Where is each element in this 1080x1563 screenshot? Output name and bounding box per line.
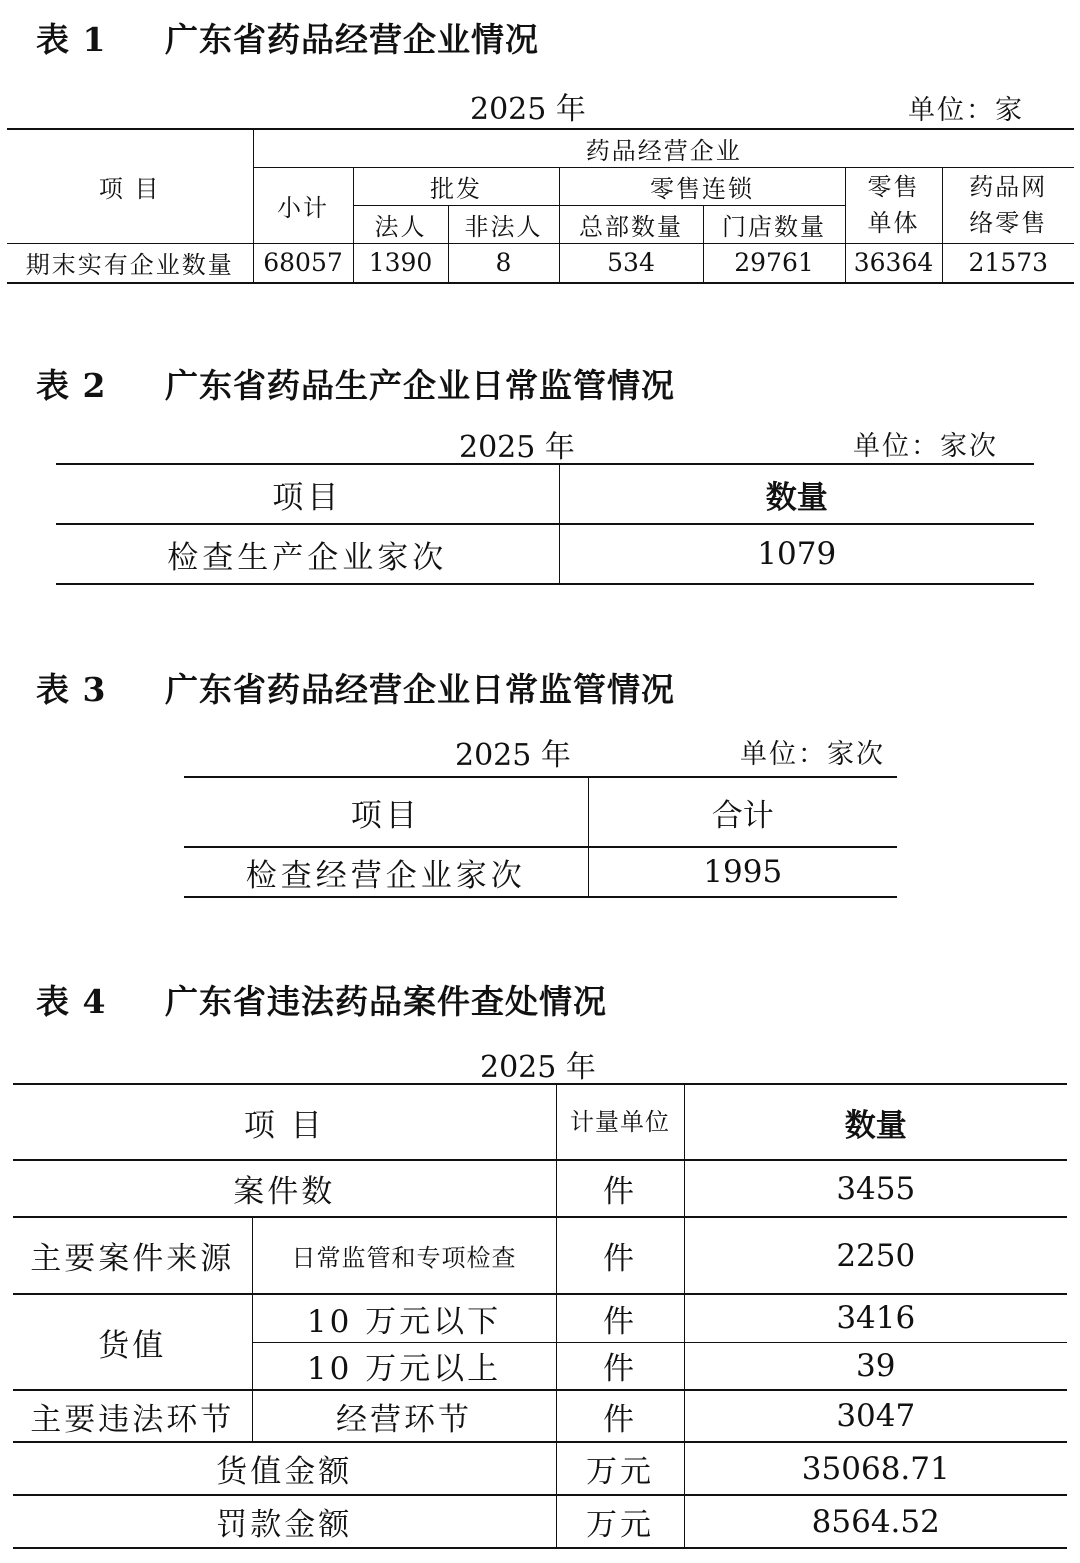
t1-cell-online: 21573 xyxy=(942,243,1074,283)
t1-header-online xyxy=(942,167,1074,243)
t4-header-value: 数量 xyxy=(684,1084,1067,1160)
t2-header-item: 项目 xyxy=(56,464,559,524)
table2-label: 表 2 xyxy=(36,366,107,405)
t1-cell-chain-hq: 534 xyxy=(559,243,703,283)
table-row xyxy=(13,1495,1067,1548)
t4-fine-label: 罚款金额 xyxy=(13,1495,556,1548)
table1-year: 2025 年 xyxy=(470,92,586,127)
t1-header-chain-stores: 门店数量 xyxy=(703,205,845,243)
t2-row-value: 1079 xyxy=(559,524,1034,584)
table4 xyxy=(13,1083,1067,1549)
t4-cases-unit: 件 xyxy=(556,1160,684,1217)
t1-row-label: 期末实有企业数量 xyxy=(7,243,253,283)
t1-cell-retail-single: 36364 xyxy=(845,243,942,283)
t1-cell-chain-stores: 29761 xyxy=(703,243,845,283)
table3 xyxy=(184,776,897,898)
table3-heading xyxy=(36,664,675,711)
t4-stage-label: 主要违法环节 xyxy=(13,1390,252,1442)
table3-label: 表 3 xyxy=(36,670,107,709)
t1-cell-subtotal: 68057 xyxy=(253,243,353,283)
table1-heading xyxy=(36,14,539,61)
t4-stage-value: 3047 xyxy=(684,1390,1067,1442)
t4-cases-value: 3455 xyxy=(684,1160,1067,1217)
t3-row-value: 1995 xyxy=(588,847,897,897)
table-row xyxy=(13,1442,1067,1495)
t3-header-value: 合计 xyxy=(588,777,897,847)
t1-cell-wholesale-nonlegal: 8 xyxy=(448,243,559,283)
table1 xyxy=(7,128,1074,284)
table-row xyxy=(13,1390,1067,1442)
t1-header-retail-single-line1: 零售 xyxy=(867,173,920,201)
table4-heading xyxy=(36,976,607,1023)
t1-header-retail-single xyxy=(845,167,942,243)
t1-header-wholesale: 批发 xyxy=(353,167,559,205)
t3-row-label: 检查经营企业家次 xyxy=(184,847,588,897)
table-row xyxy=(13,1217,1067,1294)
table1-title: 广东省药品经营企业情况 xyxy=(164,20,539,59)
t4-value-below: 10 万元以下 xyxy=(252,1294,556,1342)
t1-header-retail-single-line2: 单体 xyxy=(867,209,920,237)
table4-title: 广东省违法药品案件查处情况 xyxy=(164,982,607,1021)
t2-row-label: 检查生产企业家次 xyxy=(56,524,559,584)
table-row xyxy=(7,243,1074,283)
t3-header-item: 项目 xyxy=(184,777,588,847)
table3-unit: 单位：家次 xyxy=(740,739,885,770)
t4-source-sub: 日常监管和专项检查 xyxy=(252,1217,556,1294)
t4-fine-value: 8564.52 xyxy=(684,1495,1067,1548)
t4-source-unit: 件 xyxy=(556,1217,684,1294)
t4-value-below-unit: 件 xyxy=(556,1294,684,1342)
table3-title: 广东省药品经营企业日常监管情况 xyxy=(164,670,675,709)
t4-value-below-count: 3416 xyxy=(684,1294,1067,1342)
table4-year: 2025 年 xyxy=(480,1050,596,1085)
t1-header-wholesale-nonlegal: 非法人 xyxy=(448,205,559,243)
t1-cell-wholesale-legal: 1390 xyxy=(353,243,448,283)
t1-header-online-line2: 络零售 xyxy=(969,209,1048,237)
t4-value-label: 货值 xyxy=(13,1294,252,1390)
table-row xyxy=(184,847,897,897)
t4-source-value: 2250 xyxy=(684,1217,1067,1294)
table4-label: 表 4 xyxy=(36,982,107,1021)
t1-header-chain: 零售连锁 xyxy=(559,167,845,205)
t1-header-chain-hq: 总部数量 xyxy=(559,205,703,243)
table2-heading xyxy=(36,360,675,407)
t4-value-above: 10 万元以上 xyxy=(252,1342,556,1390)
t4-stage-sub: 经营环节 xyxy=(252,1390,556,1442)
t1-header-group: 药品经营企业 xyxy=(253,129,1074,167)
table-row xyxy=(13,1160,1067,1217)
table2-unit: 单位：家次 xyxy=(853,431,998,462)
t4-value-above-count: 39 xyxy=(684,1342,1067,1390)
t4-amount-label: 货值金额 xyxy=(13,1442,556,1495)
t2-header-value: 数量 xyxy=(559,464,1034,524)
table2-year: 2025 年 xyxy=(459,430,575,465)
t1-header-online-line1: 药品网 xyxy=(969,173,1048,201)
t4-amount-value: 35068.71 xyxy=(684,1442,1067,1495)
table2-title: 广东省药品生产企业日常监管情况 xyxy=(164,366,675,405)
t4-amount-unit: 万元 xyxy=(556,1442,684,1495)
t1-header-subtotal: 小计 xyxy=(253,167,353,243)
t4-stage-unit: 件 xyxy=(556,1390,684,1442)
table-row xyxy=(56,524,1034,584)
t4-header-unit: 计量单位 xyxy=(556,1084,684,1160)
t4-cases-label: 案件数 xyxy=(13,1160,556,1217)
table2 xyxy=(56,463,1034,585)
table1-label: 表 1 xyxy=(36,20,107,59)
t4-source-label: 主要案件来源 xyxy=(13,1217,252,1294)
t4-fine-unit: 万元 xyxy=(556,1495,684,1548)
t1-header-wholesale-legal: 法人 xyxy=(353,205,448,243)
table-row xyxy=(13,1294,1067,1342)
t4-header-item: 项 目 xyxy=(13,1084,556,1160)
t1-header-item: 项 目 xyxy=(7,129,253,243)
table3-year: 2025 年 xyxy=(455,738,571,773)
table1-unit: 单位：家 xyxy=(908,95,1024,126)
t4-value-above-unit: 件 xyxy=(556,1342,684,1390)
